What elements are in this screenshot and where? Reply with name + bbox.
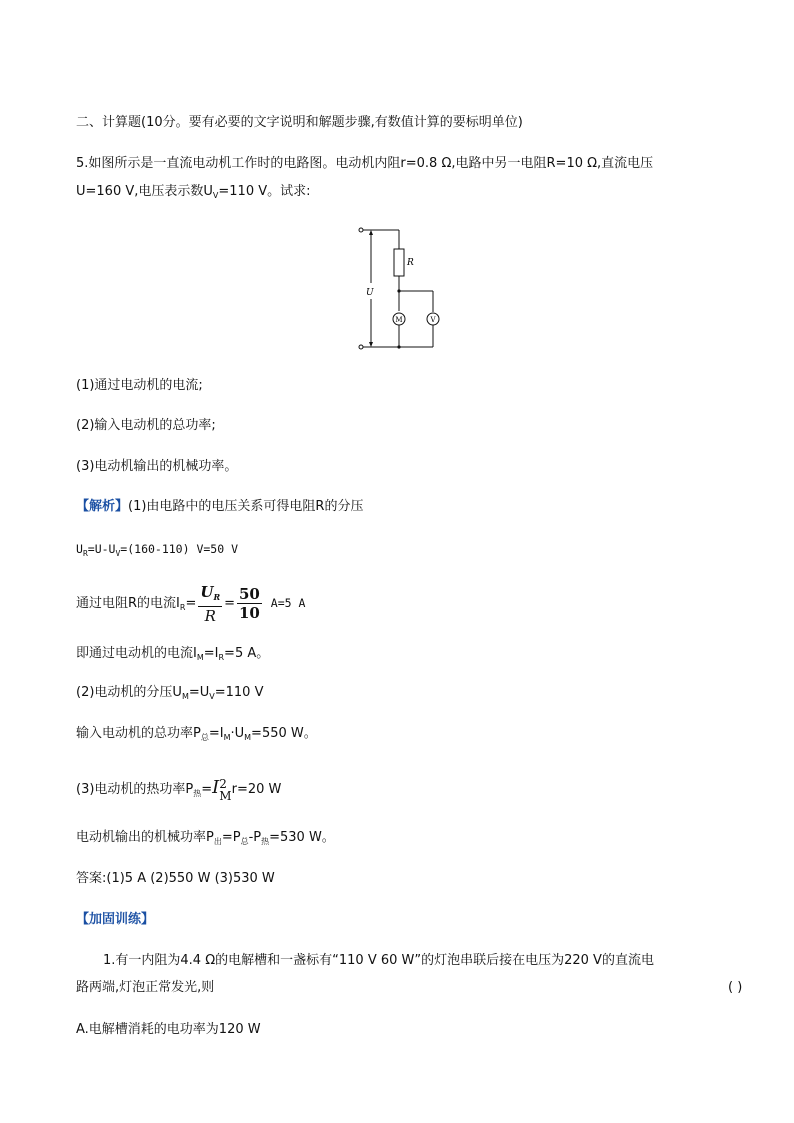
fraction-50-over-10: $\frac{50}{10}$ [239, 585, 260, 622]
solution-line-7: 电动机输出的机械功率$P_出=P_总-P_热=530$ W。 [76, 830, 335, 846]
option-a: A.电解槽消耗的电功率为120 W [76, 1022, 261, 1037]
label-R: R [407, 258, 414, 268]
solution-line-4: (2)电动机的分压$U_M=U_V=110$ V [76, 685, 264, 701]
solution-line-6: (3)电动机的热功率$P_热=I$ 2 M r=20 W [76, 776, 282, 803]
answer-line: 答案:(1)5 A (2)550 W (3)530 W [76, 871, 275, 886]
label-M: M [395, 316, 403, 324]
reinforce-tag: 【加固训练】 [76, 912, 155, 927]
label-U: U [366, 288, 374, 298]
answer-paren: ( ) [728, 980, 743, 995]
label-V: V [430, 316, 436, 324]
problem-line-2: U=160 V,电压表示数$U_V=110$ V。试求: [76, 184, 311, 200]
problem-line-1: 5.如图所示是一直流电动机工作时的电路图。电动机内阻r=0.8 Ω,电路中另一电阻R=10 Ω,直流电压 [76, 156, 654, 171]
question-2: (2)输入电动机的总功率; [76, 418, 216, 433]
section-title: 二、计算题(10分。要有必要的文字说明和解题步骤,有数值计算的要标明单位) [76, 115, 523, 130]
solution-intro: 【解析】(1)由电路中的电压关系可得电阻R的分压 [76, 499, 364, 514]
exponent-subscript: 2 M [219, 776, 232, 803]
solution-line-3: 即通过电动机的电流$I_M=I_R=5$ A。 [76, 646, 270, 662]
question-3: (3)电动机输出的机械功率。 [76, 459, 238, 474]
solution-tag: 【解析】 [76, 499, 129, 514]
solution-line-2: 通过电阻R的电流$I_R=$ $\frac{U_R}{R}$ = $\frac{50}{10}$ A=5 A [76, 582, 306, 625]
solution-line-1: $U_R=U-U_V=(160-110)$ V=50 V [76, 542, 238, 558]
fraction-UR-over-R: $\frac{U_R}{R}$ [200, 582, 221, 625]
reinforce-q1-line-1: 1.有一内阻为4.4 Ω的电解槽和一盏标有“110 V 60 W”的灯泡串联后接在电压为220 V的直流电 [103, 953, 654, 968]
resistor-R [394, 249, 404, 276]
terminal-top [359, 228, 363, 232]
solution-line-5: 输入电动机的总功率$P_总=I_M\cdot U_M=550$ W。 [76, 726, 317, 742]
question-1: (1)通过电动机的电流; [76, 378, 203, 393]
reinforce-q1-line-2: 路两端,灯泡正常发光,则 [76, 980, 215, 995]
circuit-diagram [355, 225, 445, 353]
terminal-bottom [359, 345, 363, 349]
